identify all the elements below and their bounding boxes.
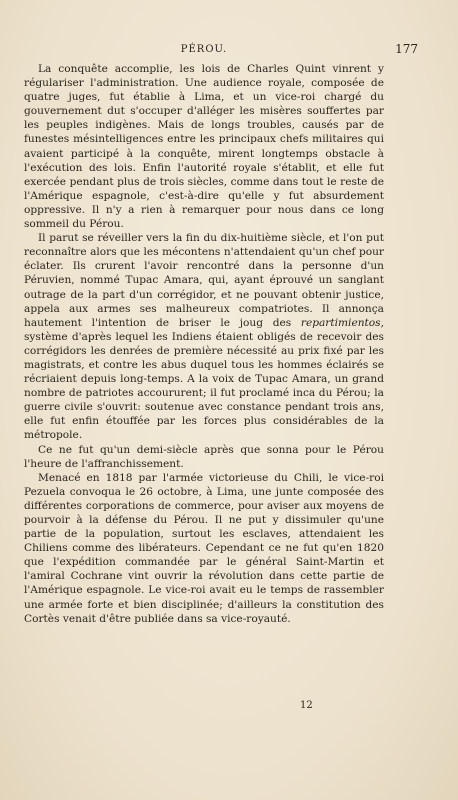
paragraph-1: La conquête accomplie, les lois de Charles Quint vinrent y régulariser l'administration. Une audience royale, composée de quatre juges, fut établie à Lima, et un vice-roi chargé du gouvernement dut s'occuper d'alléger les misères souffertes par les peuples indigènes. Mais de longs troubles, causés par de funestes mésintelligences entre les principaux chefs militaires qui avaient participé à la conquête, mirent longtemps obstacle à l'exécution des lois. Enfin l'autorité royale s'établit, et elle fut exercée pendant plus de trois siècles, comme dans tout le reste de l'Amérique espagnole, c'est-à-dire qu'elle y fut absurdement oppressive. Il n'y a rien à remarquer pour nous dans ce long sommeil du Pérou. [24, 63, 384, 231]
paragraph-2-end: , système d'après lequel les Indiens étaient obligés de recevoir des corrégidors les denrées de première nécessité au prix fixé par les magistrats, et contre les abus duquel tous les hommes éclairés se récriaient depuis long-temps. A la voix de Tupac Amara, un grand nombre de patriotes accoururent; il fut proclamé inca du Pérou; la guerre civile s'ouvrit: soutenue avec constance pendant trois ans, elle fut enfin étouffée par les forces plus considérables de la métropole. [24, 316, 384, 442]
paragraph-3: Ce ne fut qu'un demi-siècle après que sonna pour le Pérou l'heure de l'affranchissement. [24, 443, 384, 470]
paragraph-4: Menacé en 1818 par l'armée victorieuse du Chili, le vice-roi Pezuela convoqua le 26 octobre, à Lima, une junte composée des différentes corporations de commerce, pour aviser aux moyens de pourvoir à la défense du Pérou. Il ne put y dissimuler qu'une partie de la population, surtout les esclaves, attendaient les Chiliens comme des libérateurs. Cependant ce ne fut qu'en 1820 que l'expédition commandée par le général Saint-Martin et l'amiral Cochrane vint ouvrir la révolution dans cette partie de l'Amérique espagnole. Le vice-roi avait eu le temps de rassembler une armée forte et bien disciplinée; d'ailleurs la constitution des Cortès venait d'être publiée dans sa vice-royauté. [24, 471, 384, 625]
paragraph-2-start: Il parut se réveiller vers la fin du dix-huitième siècle, et l'on put reconnaître alors que les mécontens n'attendaient qu'un chef pour éclater. Ils crurent l'avoir rencontré dans la personne d'un Péruvien, nommé Tupac Amara, qui, ayant éprouvé un sanglant outrage de la part d'un corrégidor, et ne pouvant obtenir justice, appela aux armes ses malheureux compatriotes. Il annonça hautement l'intention de briser le joug des [24, 232, 384, 329]
page-header [30, 42, 418, 60]
page-number: 177 [395, 42, 418, 56]
paragraph-2 [24, 231, 384, 442]
italic-term: repartimientos [300, 316, 381, 329]
signature-mark: 12 [300, 700, 313, 711]
body-text [24, 62, 384, 626]
running-title: PÉROU. [180, 44, 228, 55]
